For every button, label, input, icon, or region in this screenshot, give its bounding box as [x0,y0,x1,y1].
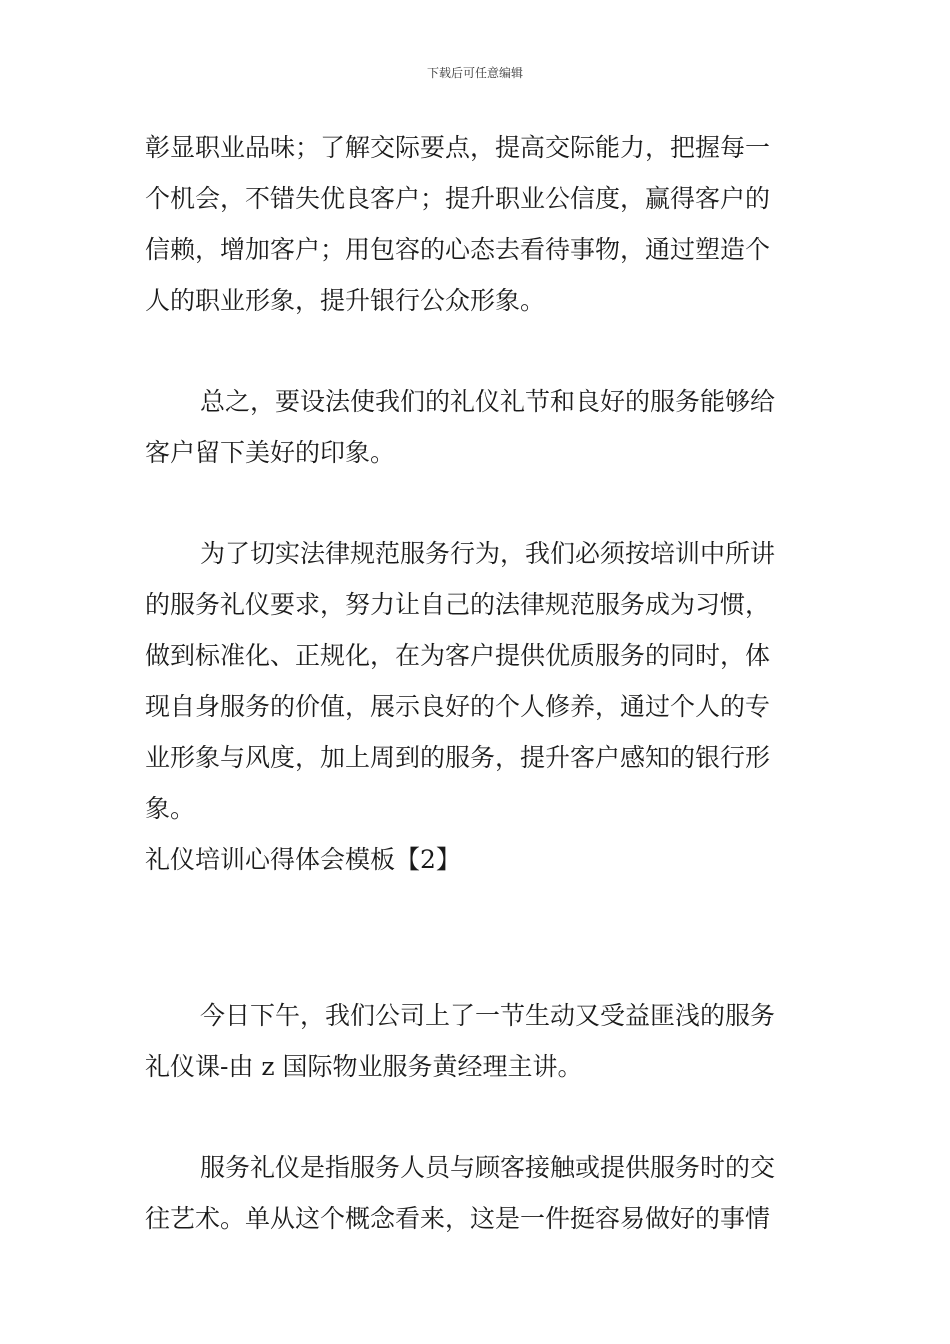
text-line: 总之，要设法使我们的礼仪礼节和良好的服务能够给 [200,387,776,416]
text-line: 做到标准化、正规化，在为客户提供优质服务的同时，体 [145,641,771,670]
text-line: 客户留下美好的印象。 [145,438,396,467]
paragraph-gap [145,1096,810,1146]
text-line: 为了切实法律规范服务行为，我们必须按培训中所讲 [200,539,776,568]
paragraph [145,1146,810,1248]
paragraph [145,126,810,330]
paragraph-gap [145,482,810,532]
text-line: 象。 [145,794,196,823]
text-line: 个机会，不错失优良客户；提升职业公信度，赢得客户的 [145,184,771,213]
text-line: 人的职业形象，提升银行公众形象。 [145,286,546,315]
text-line: 礼仪课-由 z 国际物业服务黄经理主讲。 [145,1052,583,1081]
text-line: 的服务礼仪要求，努力让自己的法律规范服务成为习惯， [145,590,771,619]
text-line: 业形象与风度，加上周到的服务，提升客户感知的银行形 [145,743,771,772]
section-heading: 礼仪培训心得体会模板【2】 [145,845,461,874]
page-header: 下载后可任意编辑 [426,66,523,80]
text-line: 信赖，增加客户；用包容的心态去看待事物，通过塑造个 [145,235,771,264]
text-line: 彰显职业品味；了解交际要点，提高交际能力，把握每一 [145,133,771,162]
text-line: 今日下午，我们公司上了一节生动又受益匪浅的服务 [200,1001,776,1030]
paragraph [145,380,810,482]
paragraph-gap [145,330,810,380]
paragraph [145,532,810,838]
paragraph [145,994,810,1096]
text-line: 现自身服务的价值，展示良好的个人修养，通过个人的专 [145,692,771,721]
text-line: 往艺术。单从这个概念看来，这是一件挺容易做好的事情 [145,1204,771,1233]
paragraph-gap [145,889,810,994]
document-body [145,126,810,1248]
text-line: 服务礼仪是指服务人员与顾客接触或提供服务时的交 [200,1153,776,1182]
